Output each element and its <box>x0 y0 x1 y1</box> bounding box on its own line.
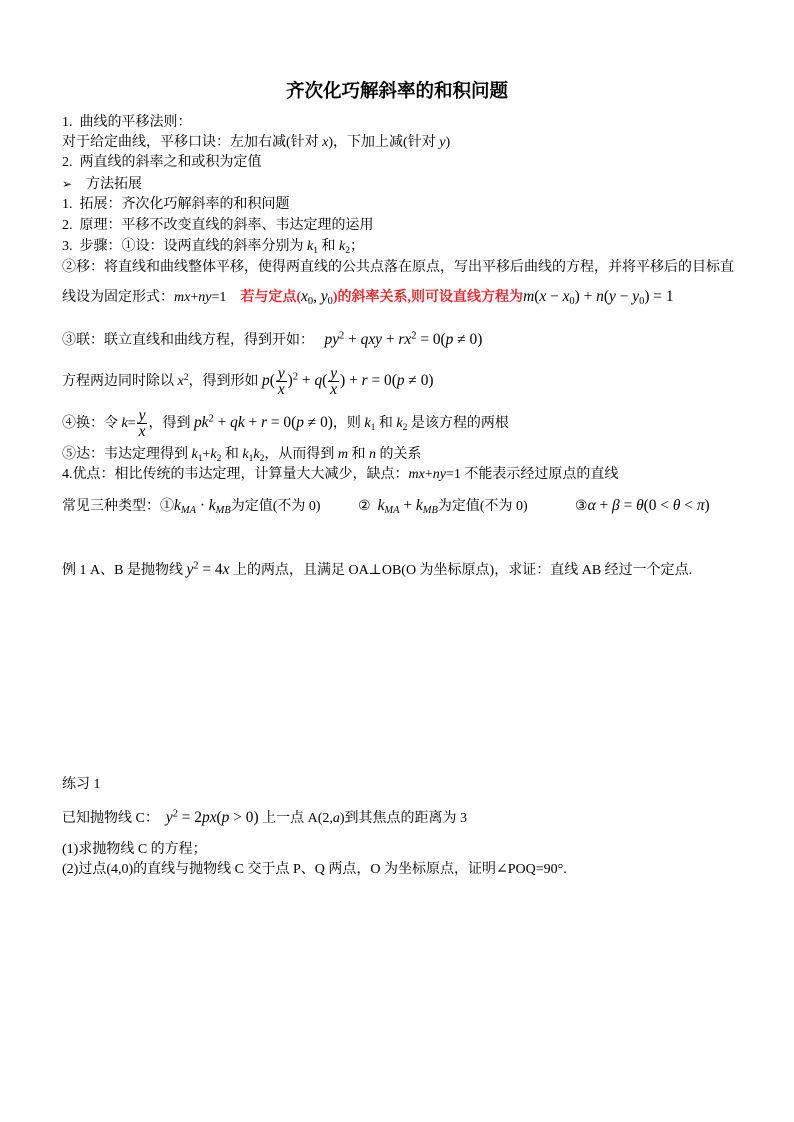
step-combine <box>62 322 482 358</box>
math-symbol: py <box>324 331 340 348</box>
text-run: 1. 曲线的平移法则： <box>62 115 192 130</box>
math-symbol: k <box>338 239 346 254</box>
text-run: =1 不能表示经过原点的直线 <box>445 467 619 482</box>
math-symbol: m <box>523 288 535 305</box>
math-symbol: k <box>415 497 423 514</box>
math-symbol: α <box>587 497 596 514</box>
highlight-text: )的斜率关系,则可设直线方程为 <box>332 290 524 305</box>
math-symbol: y <box>609 288 616 305</box>
math-symbol: p <box>261 372 270 389</box>
fraction <box>328 366 339 397</box>
text-run: + <box>344 331 361 348</box>
math-expression <box>301 288 333 308</box>
text-run: , <box>313 288 321 305</box>
practice-heading <box>62 767 101 803</box>
text-run: > 0) <box>229 809 259 826</box>
math-expression <box>186 561 229 578</box>
math-symbol: mx <box>174 290 191 305</box>
text-run: + <box>190 290 199 305</box>
superscript: 2 <box>292 371 299 383</box>
fraction-numerator: y <box>138 406 146 424</box>
subscript: 2 <box>402 422 408 433</box>
text-run: ) = 1 <box>644 288 674 305</box>
math-symbol: qk <box>230 414 245 431</box>
text-run: ) <box>287 372 293 389</box>
text-run: = 0( <box>267 414 297 431</box>
text-run: ，从而得到 <box>264 447 338 462</box>
math-expression <box>136 406 149 440</box>
text-run: + <box>244 414 262 431</box>
math-symbol: k <box>307 239 314 254</box>
text-run: 1. 拓展：齐次化巧解斜率的和积问题 <box>62 197 290 212</box>
text-run: 常见三种类型：① <box>62 499 174 514</box>
subscript: 0 <box>639 296 645 308</box>
text-run: + <box>399 497 416 514</box>
math-symbol: p <box>445 331 454 348</box>
text-run: 方法拓展 <box>72 177 143 192</box>
text-run: 和 <box>221 447 243 462</box>
math-symbol: θ <box>636 497 644 514</box>
text-run: ) + <box>340 372 362 389</box>
text-run: 2. 两直线的斜率之和或积为定值 <box>62 155 262 170</box>
text-run: ④换：令 <box>62 416 122 431</box>
type-product <box>62 488 321 524</box>
math-symbol: k <box>396 416 403 431</box>
text-run: ，得到形如 <box>188 374 262 389</box>
math-symbol: y <box>439 135 446 150</box>
fraction-denominator: x <box>330 380 338 398</box>
text-run: 和 <box>375 416 397 431</box>
math-symbol: k <box>377 497 385 514</box>
subscript: 0 <box>569 296 575 308</box>
text-run: 练习 1 <box>62 777 101 792</box>
text-run: (2)过点(4,0)的直线与抛物线 C 交于点 P、Q 两点，O 为坐标原点，证明∠POQ=90°. <box>62 862 567 877</box>
subscript: 1 <box>370 422 376 433</box>
math-symbol: mx <box>408 467 425 482</box>
text-run: = <box>127 416 136 431</box>
math-expression <box>377 497 438 517</box>
fraction-numerator: y <box>277 364 285 382</box>
text-run: ，则 <box>332 416 365 431</box>
text-run: 为定值(不为 0) <box>437 499 528 514</box>
text-run: (0 < <box>643 497 673 514</box>
math-symbol: θ <box>672 497 681 514</box>
step-move-line-form <box>62 279 674 315</box>
fraction-denominator: x <box>138 422 146 440</box>
math-symbol: r <box>261 414 268 431</box>
math-symbol: k <box>191 447 198 462</box>
text-run: ) <box>445 135 451 150</box>
text-run: − <box>546 288 563 305</box>
text-run: 对于给定曲线，平移口诀：左加右减(针对 <box>62 135 323 150</box>
math-symbol: p <box>221 809 230 826</box>
text-run: ≠ 0) <box>404 372 434 389</box>
subscript: 1 <box>248 453 254 464</box>
math-symbol: x <box>322 135 329 150</box>
text-run: 已知抛物线 C： <box>62 811 166 826</box>
practice-given <box>62 800 467 836</box>
math-expression <box>194 414 333 431</box>
text-run: ) + <box>574 288 597 305</box>
text-run: 的关系 <box>375 447 422 462</box>
math-symbol: qxy <box>360 331 383 348</box>
math-symbol: rx <box>398 331 412 348</box>
fraction-denominator: x <box>277 380 285 398</box>
text-run: ≠ 0) <box>303 414 333 431</box>
text-run: = 4 <box>198 561 223 578</box>
math-symbol: k <box>121 416 128 431</box>
superscript: 2 <box>411 330 417 342</box>
example-1 <box>62 552 692 588</box>
text-run: ) <box>704 497 710 514</box>
math-symbol: y <box>186 561 194 578</box>
text-run: 例 1 A、B 是抛物线 <box>62 563 187 578</box>
text-run: ② <box>358 499 378 514</box>
subscript: MA <box>384 505 400 517</box>
text-run: − <box>615 288 633 305</box>
text-run: 上一点 A(2, <box>258 811 333 826</box>
text-run: ； <box>349 239 364 254</box>
practice-question-2 <box>62 852 567 888</box>
text-run: + <box>298 372 315 389</box>
text-run: + <box>202 447 211 462</box>
fraction <box>276 366 287 397</box>
text-run: 2. 原理：平移不改变直线的斜率、韦达定理的运用 <box>62 218 374 233</box>
math-symbol: x <box>539 288 547 305</box>
math-symbol: n <box>596 288 604 305</box>
math-symbol: β <box>612 497 620 514</box>
math-symbol: x <box>562 288 570 305</box>
math-expression <box>174 497 231 517</box>
math-symbol: π <box>696 497 705 514</box>
text-run: 3. 步骤：①设：设两直线的斜率分别为 <box>62 239 307 254</box>
math-symbol: y <box>165 809 173 826</box>
highlight-text: 若与定点( <box>240 290 302 305</box>
math-symbol: x <box>301 288 308 305</box>
text-run: 方程两边同时除以 <box>62 374 178 389</box>
text-run: 线设为固定形式： <box>62 290 174 305</box>
math-symbol: k <box>242 447 249 462</box>
subscript: 1 <box>197 453 203 464</box>
arrow-bullet-icon: ➢ <box>62 177 73 191</box>
text-run: ( <box>534 288 540 305</box>
math-symbol: k <box>210 447 217 462</box>
math-expression <box>166 809 259 826</box>
text-run: + <box>595 497 613 514</box>
fraction <box>137 408 148 439</box>
text-run: + <box>424 467 433 482</box>
text-run: =1 <box>211 290 241 305</box>
subscript: 2 <box>345 245 350 256</box>
text-run: ，得到 <box>148 416 194 431</box>
text-run: + <box>213 414 231 431</box>
text-run: < <box>680 497 697 514</box>
superscript: 2 <box>208 413 214 425</box>
superscript: 2 <box>339 330 345 342</box>
text-run: 上的两点，且满足 OA⊥OB(O 为坐标原点)，求证：直线 AB 经过一个定点. <box>229 563 693 578</box>
page-title: 齐次化巧解斜率的和积问题 <box>285 82 508 102</box>
text-run: ( <box>603 288 609 305</box>
math-symbol: y <box>632 288 640 305</box>
text-run: 为定值(不为 0) <box>230 499 321 514</box>
math-symbol: k <box>253 447 260 462</box>
subscript: 2 <box>259 453 265 464</box>
math-symbol: x <box>222 561 230 578</box>
text-run: 4.优点：相比传统的韦达定理，计算量大大减少，缺点： <box>62 467 409 482</box>
fraction-numerator: y <box>330 364 338 382</box>
math-symbol: ny <box>432 467 446 482</box>
step-substitute <box>62 405 509 441</box>
text-run: ③联：联立直线和曲线方程，得到开如： <box>62 333 325 348</box>
math-symbol: pk <box>193 414 209 431</box>
text-run: = 2 <box>177 809 202 826</box>
text-run: = 0( <box>367 372 397 389</box>
math-symbol: px <box>202 809 217 826</box>
subscript: MA <box>180 505 196 517</box>
text-run: 和 <box>317 239 339 254</box>
math-expression <box>588 497 710 514</box>
text-run: 和 <box>347 447 369 462</box>
subscript: 2 <box>216 453 222 464</box>
math-expression <box>523 288 674 308</box>
math-symbol: n <box>368 447 376 462</box>
text-run: (1)求抛物线 C 的方程； <box>62 842 207 857</box>
math-symbol: q <box>314 372 323 389</box>
text-run: 是该方程的两根 <box>407 416 509 431</box>
text-run: ≠ 0) <box>453 331 483 348</box>
text-run: = 0( <box>416 331 446 348</box>
text-run: ②移：将直线和曲线整体平移，使得两直线的公共点落在原点，写出平移后曲线的方程，并将平移后的目标直 <box>62 260 734 275</box>
text-run: )到其焦点的距离为 3 <box>339 811 468 826</box>
math-symbol: m <box>337 447 348 462</box>
text-run: ( <box>269 372 275 389</box>
math-symbol: r <box>361 372 368 389</box>
text-run: ( <box>216 809 222 826</box>
math-symbol: k <box>174 497 181 514</box>
subscript: 0 <box>327 296 333 308</box>
step-divide <box>62 363 434 399</box>
text-run: ( <box>322 372 328 389</box>
math-symbol: p <box>296 414 304 431</box>
math-symbol: x <box>177 374 184 389</box>
text-run: )，下加上减(针对 <box>328 135 440 150</box>
math-symbol: y <box>320 288 328 305</box>
subscript: 0 <box>307 296 314 308</box>
text-run: + <box>382 331 399 348</box>
subscript: MB <box>215 505 231 517</box>
text-run: · <box>195 497 209 514</box>
superscript: 2 <box>193 560 199 572</box>
math-expression <box>261 364 434 398</box>
math-symbol: a <box>332 811 340 826</box>
type-sum <box>358 488 528 524</box>
superscript: 2 <box>172 808 178 820</box>
text-run: ⑤达：韦达定理得到 <box>62 447 192 462</box>
math-symbol: k <box>364 416 371 431</box>
math-symbol: ny <box>198 290 212 305</box>
text-run: = <box>619 497 637 514</box>
subscript: MB <box>422 505 438 517</box>
superscript: 2 <box>183 372 189 383</box>
math-expression <box>325 331 483 348</box>
type-angle <box>575 488 710 524</box>
text-run: ③ <box>575 499 588 514</box>
math-symbol: p <box>396 372 405 389</box>
math-symbol: k <box>208 497 216 514</box>
subscript: 1 <box>313 245 318 256</box>
